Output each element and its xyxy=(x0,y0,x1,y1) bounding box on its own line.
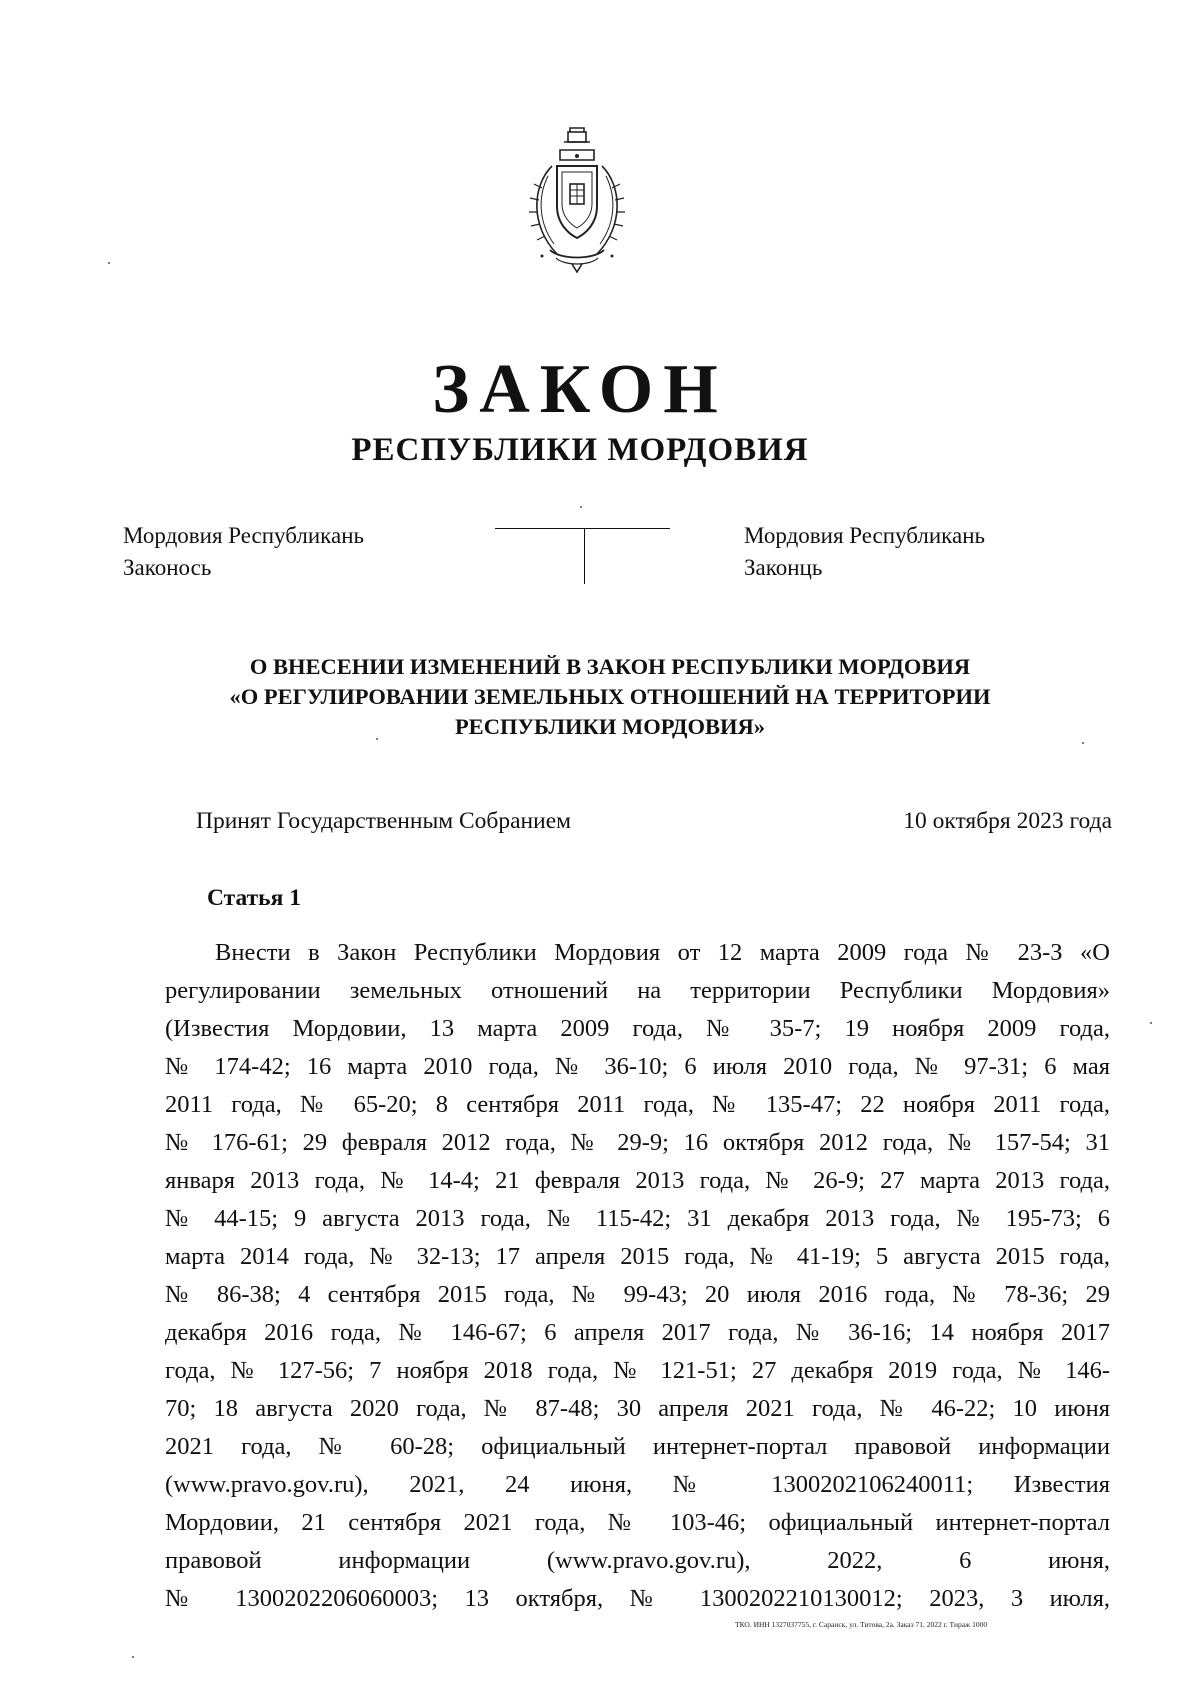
scan-speck xyxy=(1150,1022,1152,1024)
bilingual-left-line: Мордовия Республикань xyxy=(123,523,365,548)
article-body xyxy=(165,934,1110,1618)
bilingual-right-line: Мордовия Республикань xyxy=(744,523,986,548)
article-line: 70; 18 августа 2020 года, № 87-48; 30 апреля 2021 года, № 46-22; 10 июня xyxy=(165,1395,1110,1422)
article-line: 2021 года, № 60-28; официальный интернет-портал правовой информации xyxy=(165,1433,1110,1460)
article-line: декабря 2016 года, № 146-67; 6 апреля 2017 года, № 36-16; 14 ноября 2017 xyxy=(165,1319,1110,1346)
article-line: № 86-38; 4 сентября 2015 года, № 99-43; 20 июля 2016 года, № 78-36; 29 xyxy=(165,1281,1110,1308)
article-line: № 44-15; 9 августа 2013 года, № 115-42; 31 декабря 2013 года, № 195-73; 6 xyxy=(165,1205,1110,1232)
scan-speck xyxy=(132,1656,134,1658)
article-line: (www.pravo.gov.ru), 2021, 24 июня, № 1300202106240011; Известия xyxy=(165,1471,1110,1498)
bilingual-left-line: Законось xyxy=(123,555,212,580)
law-heading xyxy=(150,652,1070,742)
article-line: года, № 127-56; 7 ноября 2018 года, № 121-51; 27 декабря 2019 года, № 146- xyxy=(165,1357,1110,1384)
bilingual-right-block xyxy=(744,520,1074,584)
scan-speck xyxy=(108,262,110,264)
adoption-date: 10 октября 2023 года xyxy=(903,808,1112,834)
adopted-by-text: Принят Государственным Собранием xyxy=(196,808,572,834)
article-line: № 174-42; 16 марта 2010 года, № 36-10; 6 июля 2010 года, № 97-31; 6 мая xyxy=(165,1053,1110,1080)
printing-info: ТКО. ИНН 1327037755, г. Саранск, ул. Титова, 2а. Заказ 71. 2022 г. Тираж 1000 xyxy=(735,1620,988,1629)
coat-of-arms-emblem xyxy=(512,126,642,276)
law-heading-line: РЕСПУБЛИКИ МОРДОВИЯ» xyxy=(454,714,766,739)
law-heading-line: «О РЕГУЛИРОВАНИИ ЗЕМЕЛЬНЫХ ОТНОШЕНИЙ НА ТЕРРИТОРИИ xyxy=(229,684,991,709)
header-divider-horizontal xyxy=(495,528,670,529)
law-heading-line: О ВНЕСЕНИИ ИЗМЕНЕНИЙ В ЗАКОН РЕСПУБЛИКИ МОРДОВИЯ xyxy=(249,654,971,679)
law-title: ЗАКОН xyxy=(432,351,728,428)
article-line: № 1300202206060003; 13 октября, № 1300202210130012; 2023, 3 июля, xyxy=(165,1585,1110,1612)
article-line: января 2013 года, № 14-4; 21 февраля 2013 года, № 26-9; 27 марта 2013 года, xyxy=(165,1167,1110,1194)
header-divider-vertical xyxy=(584,528,585,584)
article-line: № 176-61; 29 февраля 2012 года, № 29-9; 16 октября 2012 года, № 157-54; 31 xyxy=(165,1129,1110,1156)
article-line: Мордовии, 21 сентября 2021 года, № 103-46; официальный интернет-портал xyxy=(165,1509,1110,1536)
article-line: (Известия Мордовии, 13 марта 2009 года, № 35-7; 19 ноября 2009 года, xyxy=(165,1015,1110,1042)
article-line: регулировании земельных отношений на территории Республики Мордовия» xyxy=(165,977,1110,1004)
scan-speck xyxy=(1082,742,1084,744)
bilingual-right-line: Законць xyxy=(744,555,823,580)
article-heading: Статья 1 xyxy=(207,885,301,911)
article-line: правовой информации (www.pravo.gov.ru), 2022, 6 июня, xyxy=(165,1547,1110,1574)
scan-speck xyxy=(376,738,378,740)
article-line: Внести в Закон Республики Мордовия от 12 марта 2009 года № 23-З «О xyxy=(215,939,1110,966)
scan-speck xyxy=(580,506,582,508)
article-line: 2011 года, № 65-20; 8 сентября 2011 года, № 135-47; 22 ноября 2011 года, xyxy=(165,1091,1110,1118)
law-subtitle: РЕСПУБЛИКИ МОРДОВИЯ xyxy=(351,432,809,468)
bilingual-left-block xyxy=(123,520,453,584)
article-line: марта 2014 года, № 32-13; 17 апреля 2015 года, № 41-19; 5 августа 2015 года, xyxy=(165,1243,1110,1270)
